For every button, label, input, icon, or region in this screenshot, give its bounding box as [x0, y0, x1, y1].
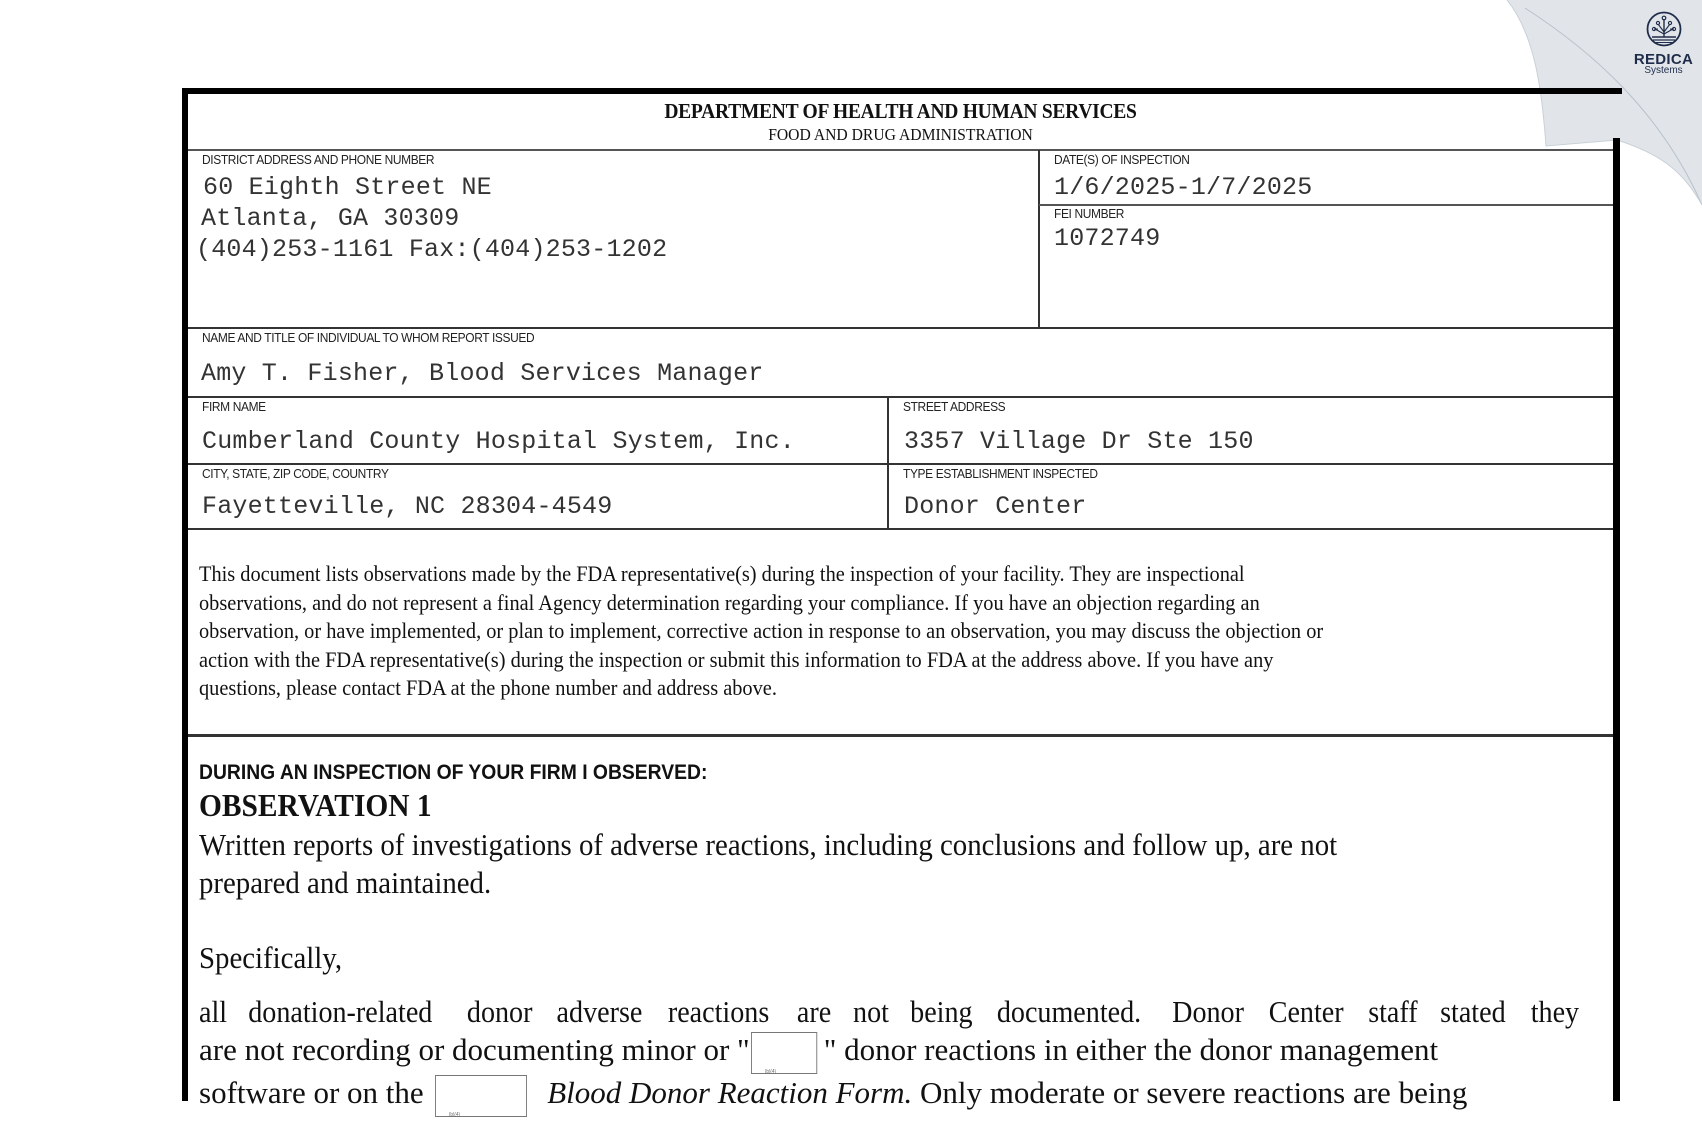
- detail-text: are not recording or documenting minor or ": [199, 1032, 750, 1067]
- disclaimer-line: observation, or have implemented, or plan to implement, corrective action in response to an observation, you may discuss the objection or: [199, 618, 1324, 644]
- agency-subtitle: FOOD AND DRUG ADMINISTRATION: [768, 125, 1033, 144]
- observation-detail: [199, 993, 1604, 1117]
- disclaimer-text: [199, 560, 1599, 703]
- form-border-right: [1613, 138, 1620, 1101]
- firm-name-value: Cumberland County Hospital System, Inc.: [202, 427, 795, 456]
- row-divider-1: [188, 327, 1613, 329]
- word: stated: [1440, 994, 1507, 1029]
- header-divider: [188, 149, 1613, 151]
- detail-text: " donor reactions in either the donor management: [823, 1032, 1439, 1067]
- dates-divider: [1039, 204, 1613, 206]
- street-address-label: STREET ADDRESS: [903, 399, 1006, 414]
- detail-line-2: [199, 1031, 1604, 1074]
- brand-name: REDICA: [1633, 51, 1694, 68]
- form-name-text: Blood Donor Reaction Form.: [547, 1074, 913, 1110]
- detail-line-1: [199, 993, 1583, 1031]
- brand-sub: Systems: [1644, 65, 1683, 76]
- summary-line: Written reports of investigations of adverse reactions, including conclusions and follow up, are not: [199, 827, 1338, 862]
- observation-title: OBSERVATION 1: [199, 787, 432, 823]
- redica-tree-icon: [1644, 10, 1684, 50]
- row-divider-4: [188, 528, 1613, 530]
- word: reactions: [668, 994, 770, 1029]
- redaction-label: (b)(4): [449, 1111, 461, 1118]
- word: are: [796, 994, 832, 1029]
- summary-line: prepared and maintained.: [199, 865, 492, 900]
- fei-label: FEI NUMBER: [1054, 206, 1125, 221]
- detail-text: Only moderate or severe reactions are being: [920, 1074, 1468, 1110]
- street-address-value: 3357 Village Dr Ste 150: [904, 427, 1254, 456]
- district-line-3: (404)253-1161 Fax:(404)253-1202: [196, 235, 668, 264]
- redaction-label: (b)(4): [764, 1068, 776, 1075]
- fei-value: 1072749: [1054, 224, 1161, 253]
- specifically-text: Specifically,: [199, 940, 343, 975]
- word: all: [199, 994, 228, 1029]
- firm-name-label: FIRM NAME: [202, 399, 266, 414]
- district-line-2: Atlanta, GA 30309: [201, 204, 460, 233]
- disclaimer-line: This document lists observations made by the FDA representative(s) during the inspection of your facility. They are inspectional: [199, 561, 1245, 586]
- form-border-left: [182, 88, 188, 1101]
- word: adverse: [556, 994, 643, 1029]
- word: donation-related: [248, 994, 433, 1029]
- detail-line-3: [199, 1074, 1604, 1117]
- city-label: CITY, STATE, ZIP CODE, COUNTRY: [202, 466, 389, 481]
- inspection-dates-value: 1/6/2025-1/7/2025: [1054, 173, 1313, 202]
- district-label: DISTRICT ADDRESS AND PHONE NUMBER: [202, 152, 435, 167]
- observation-summary: [199, 826, 1423, 902]
- word: staff: [1368, 994, 1418, 1029]
- redaction-box: [751, 1032, 817, 1074]
- word: documented.: [996, 994, 1141, 1029]
- row-divider-2: [188, 396, 1613, 398]
- word: Center: [1268, 994, 1344, 1029]
- establishment-type-value: Donor Center: [904, 492, 1087, 521]
- individual-label: NAME AND TITLE OF INDIVIDUAL TO WHOM REPORT ISSUED: [202, 330, 535, 345]
- disclaimer-line: questions, please contact FDA at the phone number and address above.: [199, 675, 777, 701]
- agency-title: DEPARTMENT OF HEALTH AND HUMAN SERVICES: [664, 99, 1137, 123]
- inspection-dates-label: DATE(S) OF INSPECTION: [1054, 152, 1190, 167]
- word: donor: [466, 994, 533, 1029]
- detail-text: software or on the: [199, 1074, 424, 1110]
- disclaimer-line: action with the FDA representative(s) during the inspection or submit this information to FDA at the address above. If you have any: [199, 646, 1274, 672]
- district-divider: [1038, 150, 1040, 328]
- establishment-type-label: TYPE ESTABLISHMENT INSPECTED: [903, 466, 1098, 481]
- disclaimer-divider: [188, 734, 1613, 737]
- disclaimer-line: observations, and do not represent a final Agency determination regarding your compliance. If you have an objection regarding an: [199, 589, 1260, 615]
- word: being: [910, 994, 973, 1029]
- observations-intro: DURING AN INSPECTION OF YOUR FIRM I OBSERVED:: [199, 761, 708, 784]
- redaction-box: [435, 1075, 527, 1117]
- individual-value: Amy T. Fisher, Blood Services Manager: [201, 359, 764, 388]
- specifically-label: [199, 940, 353, 976]
- word: they: [1530, 994, 1579, 1029]
- word: not: [852, 994, 889, 1029]
- row-divider-3: [188, 463, 1613, 465]
- form-border-top: [182, 88, 1622, 94]
- district-line-1: 60 Eighth Street NE: [203, 173, 492, 202]
- word: Donor: [1171, 994, 1244, 1029]
- city-value: Fayetteville, NC 28304-4549: [202, 492, 613, 521]
